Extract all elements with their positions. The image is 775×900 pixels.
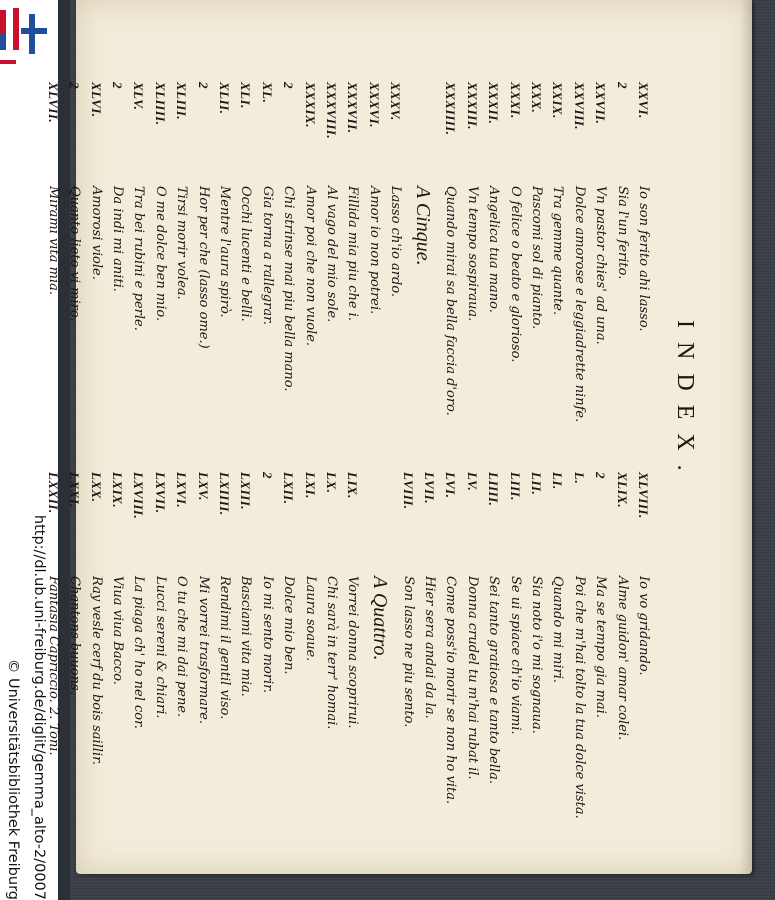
entry-number: XXXV.	[388, 82, 404, 121]
index-entry	[278, 82, 299, 502]
entry-number: XLVI.	[88, 82, 104, 118]
index-entry	[214, 472, 235, 892]
page-title: INDEX.	[672, 320, 698, 485]
entry-title: Tra bei rubini e perle.	[131, 186, 147, 331]
entry-title: Laura soaue.	[302, 576, 318, 662]
entry-title: O felice o beato e glorioso.	[507, 186, 523, 363]
entry-title: Io son ferito ahi lasso.	[636, 186, 651, 332]
entry-title: Occhi lucenti e belli.	[238, 186, 254, 322]
entry-number: XXX.	[529, 82, 545, 114]
index-entry	[363, 82, 384, 502]
entry-number: XXXIIII.	[443, 82, 459, 136]
binding-shadow	[740, 0, 754, 874]
entry-number: LXIII.	[238, 472, 254, 511]
entry-title: Quanto lieto vi miro.	[67, 186, 83, 322]
entry-number: XLVII.	[45, 82, 61, 124]
entry-number: XXVIII.	[571, 82, 587, 130]
index-entry	[397, 472, 418, 892]
index-entry	[42, 82, 63, 502]
index-entry	[590, 472, 611, 892]
entry-number: 2	[110, 82, 126, 89]
entry-title: Hier sera andai da la.	[422, 576, 438, 719]
index-entry	[590, 82, 611, 502]
entry-number: 2	[281, 82, 297, 89]
entry-number: XL.	[259, 82, 275, 104]
entry-number: 2	[593, 472, 609, 479]
entry-title: Poi che m'hai tolto la tua dolce vista.	[571, 576, 587, 819]
index-entry	[192, 82, 213, 502]
index-entry	[483, 472, 504, 892]
entry-number: LXVII.	[152, 472, 168, 514]
entry-number: LXXII.	[45, 472, 61, 514]
entry-title: Dolce amorose e leggiadrette ninfe.	[571, 186, 587, 423]
entry-title: Amor poi che non vuole.	[302, 186, 318, 347]
entry-number: XLIII.	[174, 82, 190, 121]
entry-number: LXVIII.	[131, 472, 147, 520]
entry-number: 2	[67, 82, 83, 89]
index-entry	[611, 82, 632, 502]
index-entry	[85, 472, 106, 892]
entry-title: Mi vorrei trasformare.	[195, 576, 211, 725]
entry-title: Viua viua Bacco.	[110, 576, 126, 685]
index-text-block	[45, 20, 738, 880]
entry-number: LIIII.	[486, 472, 502, 507]
index-entry	[171, 82, 192, 502]
index-entry	[461, 82, 482, 502]
entry-title: Vn tempo sospiraua.	[464, 186, 480, 322]
index-entry	[64, 472, 85, 892]
index-entry	[483, 82, 504, 502]
index-entry	[128, 82, 149, 502]
entry-number: LXI.	[302, 472, 318, 499]
index-entry	[633, 472, 654, 892]
entry-number: XXXIX.	[302, 82, 318, 128]
entry-number: XXXVII.	[345, 82, 361, 134]
index-entry	[171, 472, 192, 892]
entry-title: O tu che mi dai pene.	[174, 576, 190, 718]
entry-title: Donna crudel tu m'hai rubat il.	[464, 576, 480, 780]
index-entry	[149, 472, 170, 892]
index-column-right	[42, 472, 654, 892]
entry-title: Sei tanto gratiosa e tanto bella.	[486, 576, 502, 785]
entry-number: 2	[259, 472, 275, 479]
index-entry	[299, 82, 320, 502]
index-entry	[633, 82, 654, 502]
entry-title: Io vo gridando.	[636, 576, 651, 676]
entry-number: XLVIII.	[636, 472, 651, 519]
entry-title: Fantasia Capriccio. 2. Toni.	[45, 576, 61, 756]
entry-title: Mentre l'aura spirò.	[216, 186, 232, 318]
index-entry	[107, 82, 128, 502]
entry-title: Chi sarà in terr' homai.	[323, 576, 339, 730]
library-logo-icon	[0, 0, 56, 68]
entry-number: LV.	[464, 472, 480, 492]
entry-title: Quando mi miri.	[550, 576, 566, 684]
index-entry	[504, 472, 525, 892]
entry-number: LVI.	[443, 472, 459, 499]
entry-number: XLI.	[238, 82, 254, 109]
index-entry	[611, 472, 632, 892]
entry-title: Fillida mia piu che i.	[345, 186, 361, 321]
index-entry	[192, 472, 213, 892]
index-entry	[342, 472, 363, 892]
entry-title: Ray vesle cerf du bois saillir.	[88, 576, 104, 766]
entry-number: XLII.	[216, 82, 232, 115]
entry-title: Vn pastor chies' ad una.	[593, 186, 609, 345]
entry-number: XXVII.	[593, 82, 609, 125]
entry-title: Al vago del mio sole.	[323, 186, 339, 323]
index-entry	[385, 82, 406, 502]
entry-title: Amor io non potrei.	[366, 186, 382, 315]
entry-number: LXII.	[281, 472, 297, 505]
index-entry	[547, 82, 568, 502]
entry-title: Da indi mi aniti.	[110, 186, 126, 292]
entry-title: Lasso ch'io ardo.	[388, 186, 404, 298]
entry-title: Tirsi morir volea.	[174, 186, 190, 300]
entry-number: LVII.	[422, 472, 438, 504]
entry-number: XLV.	[131, 82, 147, 111]
index-entry	[504, 82, 525, 502]
entry-number: XXXI.	[507, 82, 523, 119]
index-entry	[342, 82, 363, 502]
copyright-text: © Universitätsbibliothek Freiburg	[5, 658, 21, 900]
entry-title: Dolce mio ben.	[281, 576, 297, 675]
entry-number: XLIIII.	[152, 82, 168, 126]
index-entry	[128, 472, 149, 892]
entry-title: Alme guidon' amar colei.	[614, 576, 630, 741]
entry-title: Sia l'un ferito.	[614, 186, 630, 280]
entry-title: Mirami vita mia.	[45, 186, 61, 296]
index-entry	[64, 82, 85, 502]
entry-title: Lucci sereni & chiari.	[152, 576, 168, 719]
entry-title: Se ui spiace ch'io viami.	[507, 576, 523, 735]
entry-number: LIII.	[507, 472, 523, 501]
entry-title: Basciami vita mia.	[238, 576, 254, 697]
entry-title: Hor per che (lasso ome.)	[195, 186, 211, 349]
entry-title: O me dolce ben mio.	[152, 186, 168, 322]
index-entry	[568, 82, 589, 502]
entry-number: LIX.	[345, 472, 361, 499]
entry-number: LXIIII.	[216, 472, 232, 516]
index-entry	[440, 82, 461, 502]
entry-number: L.	[571, 472, 587, 485]
index-entry	[278, 472, 299, 892]
index-entry	[440, 472, 461, 892]
index-entry	[526, 472, 547, 892]
entry-title: Gia torna a rallegrar.	[259, 186, 275, 326]
index-entry	[149, 82, 170, 502]
entry-number: LVIII.	[400, 472, 416, 510]
index-entry	[526, 82, 547, 502]
index-entry	[235, 82, 256, 502]
index-entry	[299, 472, 320, 892]
entry-title: La piaga ch' ho nel cor.	[131, 576, 147, 730]
entry-title: Rendimi il gentil viso.	[216, 576, 232, 720]
entry-title: Vorrei donna scoprirui.	[345, 576, 361, 729]
index-entry	[214, 82, 235, 502]
source-url-text[interactable]: http://dl.ub.uni-freiburg.de/diglit/gemma_alto-2/0007	[31, 514, 47, 900]
entry-title: Io mi sento morir.	[259, 576, 275, 694]
index-entry	[568, 472, 589, 892]
entry-number: LX.	[323, 472, 339, 494]
entry-number: 2	[195, 82, 211, 89]
index-entry	[42, 472, 63, 892]
entry-title: Tra gemme quante.	[550, 186, 566, 316]
entry-number: XXXVIII.	[323, 82, 339, 140]
entry-title: Amorosi viole.	[88, 186, 104, 280]
entry-number: XXXII.	[486, 82, 502, 125]
entry-title: Come poss'io morir se non ho vita.	[443, 576, 459, 805]
index-entry	[321, 82, 342, 502]
entry-number: LXXI.	[67, 472, 83, 509]
entry-title: Angelica tua mano.	[486, 186, 502, 313]
index-entry	[85, 82, 106, 502]
entry-title: Quando mirai sa bella faccia d'oro.	[443, 186, 459, 416]
index-entry	[107, 472, 128, 892]
index-entry	[461, 472, 482, 892]
entry-number: LII.	[529, 472, 545, 496]
entry-number: LXX.	[88, 472, 104, 503]
entry-title: Pascomi sol di pianto.	[529, 186, 545, 330]
section-heading: A Quattro.	[369, 576, 392, 661]
entry-title: Chi strinse mai piu bella mano.	[281, 186, 297, 392]
entry-number: LI.	[550, 472, 566, 490]
entry-title: Ma se tempo gia mai.	[593, 576, 609, 718]
entry-number: LXVI.	[174, 472, 190, 509]
entry-title: Chantons buuons.	[67, 576, 83, 695]
index-entry	[547, 472, 568, 892]
index-entry	[235, 472, 256, 892]
index-entry	[256, 82, 277, 502]
index-entry	[321, 472, 342, 892]
entry-number: XLIX.	[614, 472, 630, 509]
index-entry	[256, 472, 277, 892]
entry-number: XXXIII.	[464, 82, 480, 130]
entry-title: Sia noto i'o mi sognaua.	[529, 576, 545, 734]
index-column-left	[42, 82, 654, 502]
entry-number: XXVI.	[636, 82, 651, 119]
entry-number: XXIX.	[550, 82, 566, 119]
entry-number: LXIX.	[110, 472, 126, 509]
entry-number: 2	[614, 82, 630, 89]
index-entry	[419, 472, 440, 892]
entry-number: XXXVI.	[366, 82, 382, 128]
entry-number: LXV.	[195, 472, 211, 501]
section-heading: A Cinque.	[412, 186, 435, 266]
entry-title: Son lasso ne piu sento.	[400, 576, 416, 728]
